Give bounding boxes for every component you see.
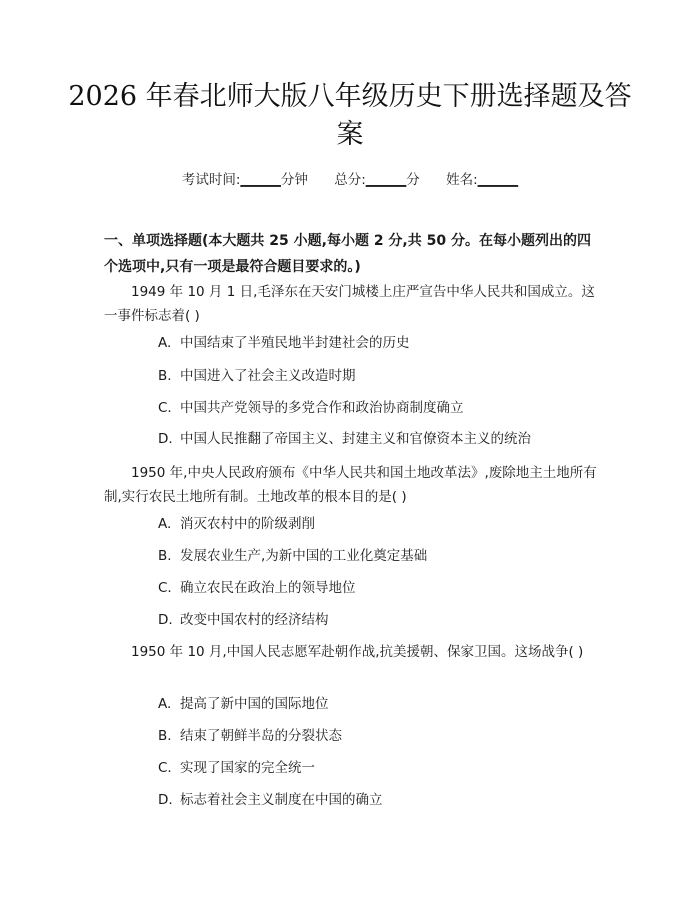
exam-time-unit: 分钟 — [280, 172, 308, 188]
option-letter: C. — [158, 760, 172, 776]
option-text: 提高了新中国的国际地位 — [180, 696, 329, 712]
option-letter: D. — [158, 612, 173, 628]
option-letter: C. — [158, 400, 172, 416]
question-3-option-a — [158, 694, 598, 714]
option-text: 中国进入了社会主义改造时期 — [180, 368, 356, 384]
question-stem-text: 1949 年 10 月 1 日,毛泽东在天安门城楼上庄严宣告中华人民共和国成立。这一事件标志着( ) — [104, 284, 595, 324]
option-text: 实现了国家的完全统一 — [180, 760, 315, 776]
option-text: 结束了朝鲜半岛的分裂状态 — [180, 728, 342, 744]
question-2-option-d — [158, 610, 598, 630]
option-letter: A. — [158, 335, 172, 351]
option-letter: B. — [158, 548, 172, 564]
option-letter: A. — [158, 516, 172, 532]
question-2-stem — [104, 461, 602, 509]
total-score-field — [334, 172, 420, 188]
question-1-option-b — [158, 366, 598, 386]
option-letter: D. — [158, 792, 173, 808]
question-1-option-d — [158, 429, 598, 449]
option-letter: C. — [158, 580, 172, 596]
page-title: 2026 年春北师大版八年级历史下册选择题及答案 — [68, 81, 632, 150]
option-text: 消灭农村中的阶级剥削 — [180, 516, 315, 532]
total-score-label: 总分: — [334, 172, 366, 188]
question-1-option-a — [158, 333, 598, 353]
question-1-option-c — [158, 398, 598, 418]
student-name-field — [446, 172, 518, 188]
question-2-option-c — [158, 578, 598, 598]
question-3-option-c — [158, 758, 598, 778]
option-letter: B. — [158, 728, 172, 744]
option-letter: A. — [158, 696, 172, 712]
option-letter: B. — [158, 368, 172, 384]
option-text: 标志着社会主义制度在中国的确立 — [180, 792, 383, 808]
question-3-stem — [104, 640, 602, 664]
question-2-option-b — [158, 546, 598, 566]
question-3-option-d — [158, 790, 598, 810]
exam-info-line — [0, 168, 700, 188]
section-heading: 一、单项选择题(本大题共 25 小题,每小题 2 分,共 50 分。在每小题列出的四个选项中,只有一项是最符合题目要求的。) — [104, 233, 591, 275]
exam-time-field — [182, 172, 308, 188]
exam-time-label: 考试时间: — [181, 172, 241, 188]
exam-time-blank: ______ — [240, 172, 281, 188]
student-name-blank: ______ — [477, 172, 519, 188]
question-2-option-a — [158, 514, 598, 534]
total-score-unit: 分 — [406, 172, 420, 188]
question-1-stem — [104, 280, 602, 328]
student-name-label: 姓名: — [446, 172, 478, 188]
total-score-blank: ______ — [365, 172, 407, 188]
question-3-option-b — [158, 726, 598, 746]
option-text: 中国共产党领导的多党合作和政治协商制度确立 — [180, 400, 464, 416]
question-stem-text: 1950 年,中央人民政府颁布《中华人民共和国土地改革法》,废除地主土地所有制,实行农民土地所有制。土地改革的根本目的是( ) — [104, 465, 597, 505]
question-stem-text: 1950 年 10 月,中国人民志愿军赴朝作战,抗美援朝、保家卫国。这场战争( ) — [131, 644, 584, 660]
option-text: 中国结束了半殖民地半封建社会的历史 — [180, 335, 410, 351]
option-text: 确立农民在政治上的领导地位 — [180, 580, 356, 596]
option-text: 改变中国农村的经济结构 — [180, 612, 329, 628]
option-letter: D. — [158, 431, 173, 447]
option-text: 中国人民推翻了帝国主义、封建主义和官僚资本主义的统治 — [180, 431, 531, 447]
option-text: 发展农业生产,为新中国的工业化奠定基础 — [180, 548, 428, 564]
